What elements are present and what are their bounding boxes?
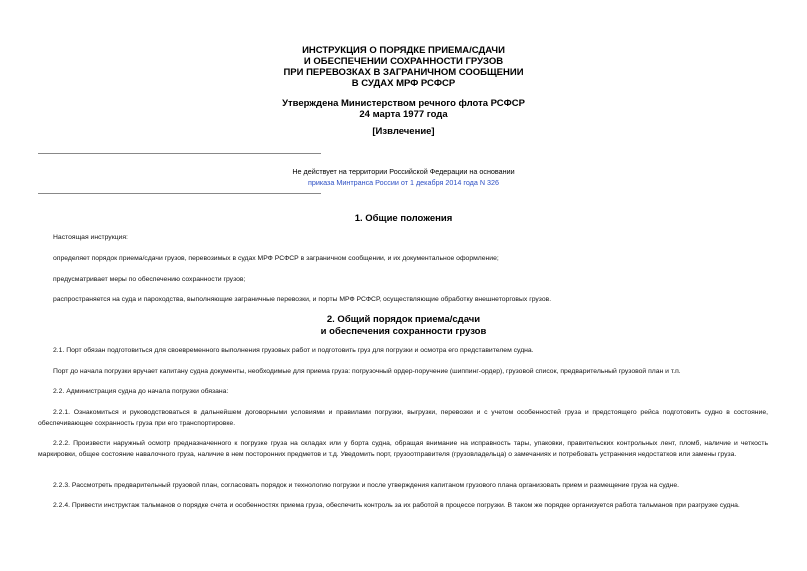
paragraph-2-2: 2.2. Администрация судна до начала погрузки обязана:: [53, 388, 229, 395]
paragraph-2-2-3: 2.2.3. Рассмотреть предварительный грузовой план, согласовать порядок и технологию погрузки и после утверждения капитаном грузового плана организовать прием и размещение груза на судне.: [53, 482, 679, 489]
status-order-link[interactable]: приказа Минтранса России от 1 декабря 2014 года N 326: [307, 178, 500, 187]
section-2-heading: [200, 314, 607, 338]
title-line-3: ПРИ ПЕРЕВОЗКАХ В ЗАГРАНИЧНОМ СООБЩЕНИИ: [283, 67, 524, 78]
section-1-item-3: распространяется на суда и пароходства, выполняющие заграничные перевозки, и порты МРФ РСФСР, осуществляющие обработку внешнеторговых грузов.: [53, 296, 552, 303]
status-note: [200, 166, 607, 188]
paragraph-2-2-1: 2.2.1. Ознакомиться и руководствоваться в дальнейшем договорными условиями и правилами погрузки, выгрузки, перевозки и с учетом особенностей груза и предстоящего рейса подготовить судно в состояние, обеспечивающее сохранность груза при его транспортировке.: [38, 409, 768, 427]
approval-line-2: 24 марта 1977 года: [359, 109, 448, 120]
approval-note: [200, 98, 607, 120]
approval-line-1: Утверждена Министерством речного флота РСФСР: [282, 98, 525, 109]
title-line-4: В СУДАХ МРФ РСФСР: [351, 78, 456, 89]
section-1-heading: 1. Общие положения: [354, 213, 453, 224]
section-1-item-2: предусматривает меры по обеспечению сохранности грузов;: [53, 276, 246, 283]
divider-bottom: [38, 193, 321, 194]
document-title: [200, 45, 607, 89]
section-2-heading-line-1: 2. Общий порядок приема/сдачи: [326, 314, 481, 325]
paragraph-2-1-docs: Порт до начала погрузки вручает капитану судна документы, необходимые для приема груза: погрузочный ордер-поручение (шиппинг-ордер), грузовой список, предварительный грузовой план и т.п.: [53, 368, 681, 375]
section-1-item-1: определяет порядок приема/сдачи грузов, перевозимых в судах МРФ РСФСР в заграничном сообщении, и их документальное оформление;: [53, 255, 499, 262]
paragraph-2-2-2: 2.2.2. Произвести наружный осмотр предназначенного к погрузке груза на складах или у борта судна, обращая внимание на исправность тары, упаковки, правительских контрольных лент, пломб, наличие и четкость маркировки, общее состояние навалочного груза, наличие в нем посторонних предметов и т.д. Уведомить порт, грузоотправителя (грузовладельца) о замечаниях и потребовать устранения недостатков или замены груза.: [38, 440, 768, 458]
title-line-2: И ОБЕСПЕЧЕНИИ СОХРАННОСТИ ГРУЗОВ: [303, 56, 504, 67]
paragraph-2-2-4: 2.2.4. Привести инструктаж тальманов о порядке счета и особенностях приема груза, обеспечить контроль за их работой в процессе погрузки. В таком же порядке организуется работа тальманов при разгрузке судна.: [53, 502, 740, 509]
status-line: Не действует на территории Российской Федерации на основании: [292, 167, 515, 176]
section-2-heading-line-2: и обеспечения сохранности грузов: [320, 326, 487, 337]
extract-label: [Извлечение]: [372, 126, 435, 137]
title-line-1: ИНСТРУКЦИЯ О ПОРЯДКЕ ПРИЕМА/СДАЧИ: [302, 45, 505, 56]
paragraph-2-1: 2.1. Порт обязан подготовиться для своевременного выполнения грузовых работ и подготовить груз для погрузки и осмотра его представителем судна.: [53, 347, 534, 354]
section-1-intro: Настоящая инструкция:: [53, 234, 128, 241]
divider-top: [38, 153, 321, 154]
